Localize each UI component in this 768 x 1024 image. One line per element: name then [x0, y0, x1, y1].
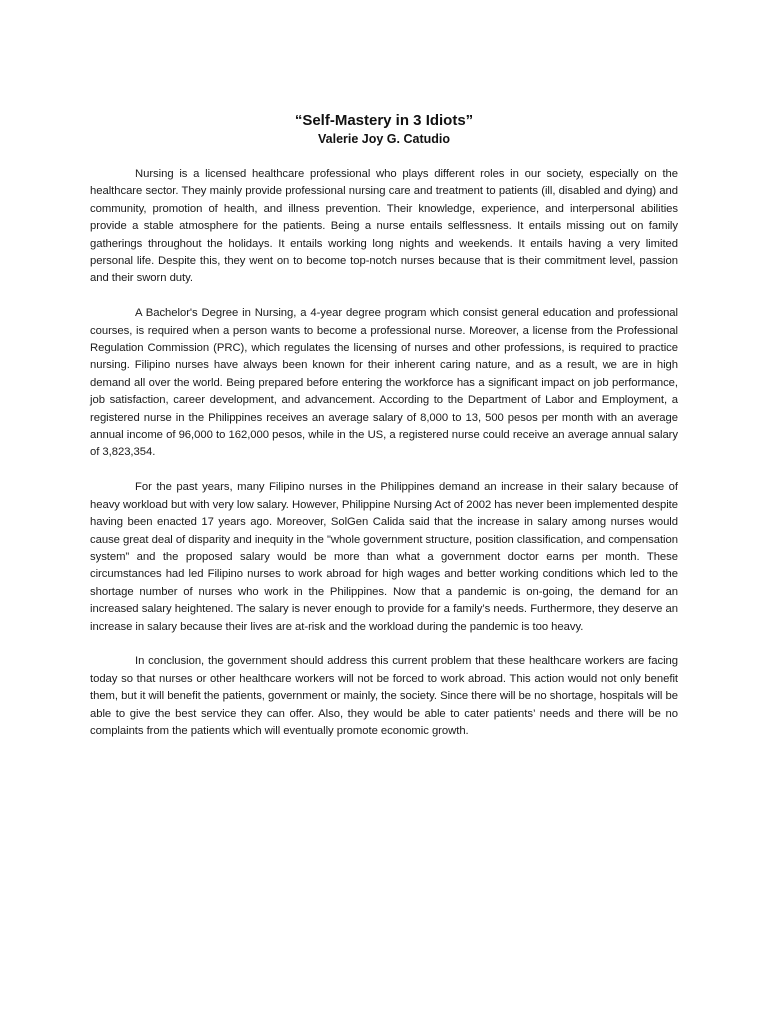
- document-body: [90, 166, 678, 758]
- document-author: Valerie Joy G. Catudio: [318, 132, 450, 146]
- paragraph-2: A Bachelor's Degree in Nursing, a 4-year degree program which consist general education and professional courses, is required when a person wants to become a professional nurse. Moreover, a license from the Professional Regulation Commission (PRC), which regulates the licensing of nurses and other professions, is required to practice nursing. Filipino nurses have always been known for their inherent caring nature, and as a result, we are in high demand all over the world. Being prepared before entering the workforce has a significant impact on job performance, job satisfaction, career development, and advancement. According to the Department of Labor and Employment, a registered nurse in the Philippines receives an average salary of 8,000 to 13, 500 pesos per month with an average annual income of 96,000 to 162,000 pesos, while in the US, a registered nurse could receive an average annual salary of 3,823,354.: [90, 307, 678, 459]
- document-title: “Self-Mastery in 3 Idiots”: [294, 112, 474, 129]
- paragraph-3: For the past years, many Filipino nurses in the Philippines demand an increase in their salary because of heavy workload but with very low salary. However, Philippine Nursing Act of 2002 has never been implemented despite having been enacted 17 years ago. Moreover, SolGen Calida said that the increase in salary among nurses would cause great deal of disparity and inequity in the "whole government structure, position classification, and compensation system” and the proposed salary would be more than what a government doctor earns per month. These circumstances had led Filipino nurses to work abroad for high wages and better working conditions which led to the shortage number of nurses who work in the Philippines. Now that a pandemic is on-going, the demand for an increased salary heightened. The salary is never enough to provide for a family’s needs. Furthermore, they deserve an increase in salary because their lives are at-risk and the workload during the pandemic is too heavy.: [90, 481, 678, 633]
- paragraph-1: Nursing is a licensed healthcare professional who plays different roles in our society, especially on the healthcare sector. They mainly provide professional nursing care and treatment to patients (ill, disabled and dying) and community, promotion of health, and illness prevention. Their knowledge, experience, and interpersonal abilities provide a stable atmosphere for the patients. Being a nurse entails selflessness. It entails missing out on family gatherings throughout the holidays. It entails working long nights and weekends. It entails having a very limited personal life. Despite this, they went on to become top-notch nurses because that is their commitment level, passion and their sworn duty.: [90, 168, 678, 285]
- paragraph-4: In conclusion, the government should address this current problem that these healthcare workers are facing today so that nurses or other healthcare workers will not be forced to work abroad. This action would not only benefit them, but it will benefit the patients, government or mainly, the society. Since there will be no shortage, hospitals will be able to give the best service they can offer. Also, they would be able to cater patients’ needs and there will be no complaints from the patients which will eventually promote economic growth.: [90, 655, 678, 737]
- document-header: [0, 111, 768, 148]
